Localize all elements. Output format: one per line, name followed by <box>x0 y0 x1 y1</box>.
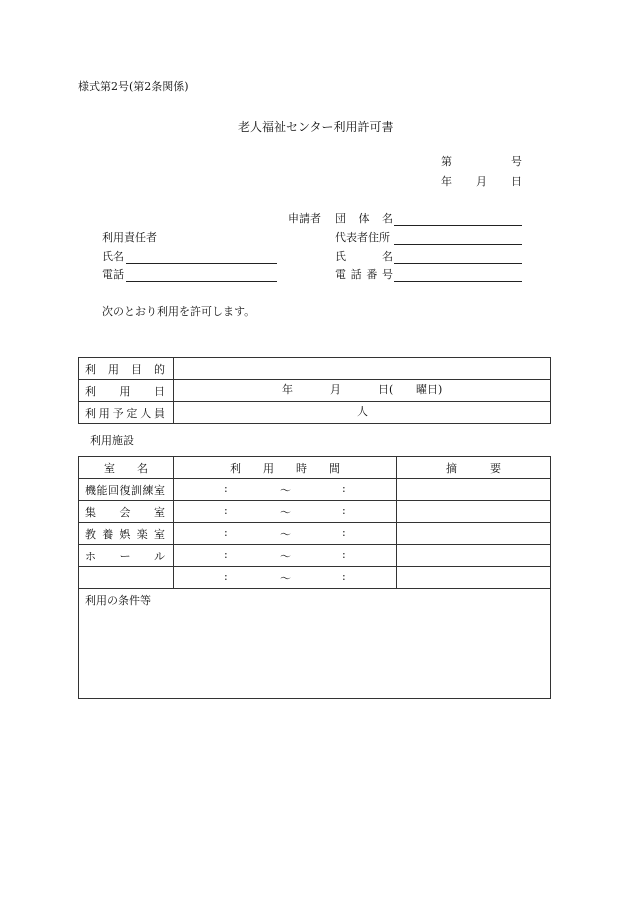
facility-row <box>79 523 551 545</box>
responsible-label: 利用責任者 <box>102 231 157 244</box>
note-cell[interactable] <box>397 545 551 567</box>
room-header <box>79 457 174 479</box>
facilities-table <box>78 456 551 699</box>
time-tilde: ～ <box>280 484 291 497</box>
end-colon: : <box>342 482 346 495</box>
date-tsuki: 月 <box>476 175 487 188</box>
people-unit: 人 <box>357 405 368 418</box>
note-header <box>397 457 551 479</box>
start-colon: : <box>224 504 228 517</box>
people-label-cell <box>79 402 174 424</box>
room-name-cell <box>79 523 174 545</box>
responsible-name-label: 氏名 <box>102 250 124 263</box>
time-header <box>174 457 397 479</box>
room-name: 集会室 <box>85 505 165 519</box>
usage-table <box>78 357 551 424</box>
facility-row <box>79 567 551 589</box>
date-hi-label: 日( <box>378 383 394 396</box>
facilities-header-row <box>79 457 551 479</box>
time-cell[interactable] <box>174 523 397 545</box>
note-cell[interactable] <box>397 567 551 589</box>
permit-text: 次のとおり利用を許可します。 <box>102 305 256 318</box>
room-name: 教養娯楽室 <box>85 527 165 541</box>
facility-row <box>79 501 551 523</box>
end-colon: : <box>342 548 346 561</box>
number-dai: 第 <box>441 155 452 168</box>
responsible-phone-label: 電話 <box>102 268 124 281</box>
room-name-cell <box>79 501 174 523</box>
applicant-label: 申請者 <box>288 212 321 225</box>
date-tsuki-label: 月 <box>330 383 341 396</box>
purpose-label: 利用目的 <box>85 362 165 376</box>
people-row <box>79 402 551 424</box>
room-name: 機能回復訓練室 <box>85 483 165 497</box>
time-tilde: ～ <box>280 506 291 519</box>
facilities-label: 利用施設 <box>90 434 134 447</box>
date-row <box>79 380 551 402</box>
rep-phone-field[interactable] <box>394 268 522 282</box>
rep-name-label: 氏 名 <box>335 250 393 263</box>
room-header-text: 室 名 <box>104 461 148 475</box>
note-cell[interactable] <box>397 479 551 501</box>
number-go: 号 <box>511 155 522 168</box>
people-value-cell[interactable] <box>174 402 551 424</box>
date-hi: 日 <box>511 175 522 188</box>
date-nen-label: 年 <box>282 383 293 396</box>
time-cell[interactable] <box>174 545 397 567</box>
time-header-text: 利 用 時 間 <box>230 461 340 475</box>
facility-row <box>79 545 551 567</box>
responsible-name-field[interactable] <box>126 250 277 264</box>
responsible-phone-field[interactable] <box>126 268 277 282</box>
end-colon: : <box>342 570 346 583</box>
date-nen: 年 <box>441 175 452 188</box>
form-number: 様式第2号(第2条関係) <box>78 80 189 93</box>
time-tilde: ～ <box>280 550 291 563</box>
group-name-field[interactable] <box>394 212 522 226</box>
date-label-cell <box>79 380 174 402</box>
note-header-text: 摘 要 <box>446 461 501 475</box>
page-title: 老人福祉センター利用許可書 <box>238 120 394 134</box>
start-colon: : <box>224 570 228 583</box>
date-label: 利用日 <box>85 384 165 398</box>
time-cell[interactable] <box>174 567 397 589</box>
start-colon: : <box>224 482 228 495</box>
room-name-cell <box>79 545 174 567</box>
group-name-label: 団 体 名 <box>335 212 393 225</box>
conditions-label: 利用の条件等 <box>85 594 151 607</box>
date-youbi-label: 曜日) <box>416 383 443 396</box>
purpose-value-cell[interactable] <box>174 358 551 380</box>
time-cell[interactable] <box>174 479 397 501</box>
time-tilde: ～ <box>280 528 291 541</box>
room-name-cell <box>79 479 174 501</box>
facility-row <box>79 479 551 501</box>
start-colon: : <box>224 526 228 539</box>
purpose-row <box>79 358 551 380</box>
rep-phone-label: 電 話 番 号 <box>335 268 393 281</box>
rep-address-field[interactable] <box>394 231 522 245</box>
end-colon: : <box>342 526 346 539</box>
date-value-cell[interactable] <box>174 380 551 402</box>
end-colon: : <box>342 504 346 517</box>
time-tilde: ～ <box>280 572 291 585</box>
purpose-label-cell <box>79 358 174 380</box>
room-name: ホール <box>85 549 165 563</box>
rep-name-field[interactable] <box>394 250 522 264</box>
start-colon: : <box>224 548 228 561</box>
note-cell[interactable] <box>397 523 551 545</box>
rep-address-label: 代表者住所 <box>335 231 390 244</box>
time-cell[interactable] <box>174 501 397 523</box>
conditions-row <box>79 589 551 699</box>
note-cell[interactable] <box>397 501 551 523</box>
people-label: 利用予定人員 <box>85 406 165 420</box>
conditions-cell[interactable] <box>79 589 551 699</box>
room-name-cell[interactable] <box>79 567 174 589</box>
